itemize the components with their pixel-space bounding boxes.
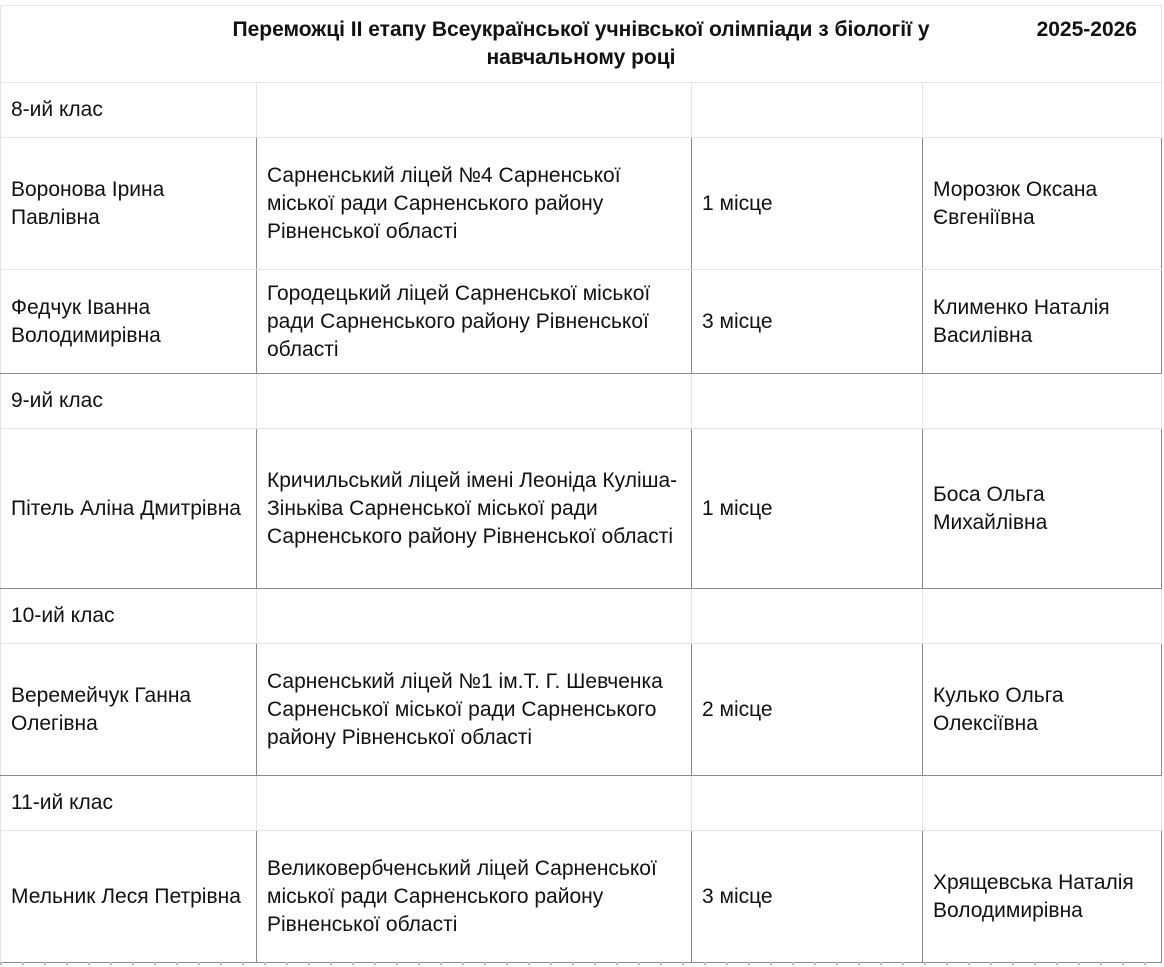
empty-cell[interactable] xyxy=(923,589,1162,644)
class-header-row xyxy=(1,776,1162,831)
title-row xyxy=(1,6,1162,83)
document-title: Переможці ІІ етапу Всеукраїнської учнівської олімпіади з біології у навчальному році xyxy=(232,18,930,69)
page-break-indicator xyxy=(0,962,1164,965)
table-row xyxy=(1,270,1162,374)
student-name-cell[interactable]: Веремейчук Ганна Олегівна xyxy=(1,644,257,776)
class-label-cell[interactable]: 11-ий клас xyxy=(1,776,257,831)
empty-cell[interactable] xyxy=(257,589,692,644)
academic-year: 2025-2026 xyxy=(1036,18,1137,41)
empty-cell[interactable] xyxy=(692,589,923,644)
empty-cell[interactable] xyxy=(923,374,1162,429)
student-name-cell[interactable]: Мельник Леся Петрівна xyxy=(1,831,257,963)
place-cell[interactable]: 1 місце xyxy=(692,429,923,589)
table-row xyxy=(1,429,1162,589)
place-cell[interactable]: 1 місце xyxy=(692,138,923,270)
place-cell[interactable]: 3 місце xyxy=(692,831,923,963)
class-label-cell[interactable]: 10-ий клас xyxy=(1,589,257,644)
place-cell[interactable]: 3 місце xyxy=(692,270,923,374)
teacher-cell[interactable]: Кулько Ольга Олексіївна xyxy=(923,644,1162,776)
school-cell[interactable]: Великовербченський ліцей Сарненської міської ради Сарненського району Рівненської області xyxy=(257,831,692,963)
school-cell[interactable]: Городецький ліцей Сарненської міської ради Сарненського району Рівненської області xyxy=(257,270,692,374)
teacher-cell[interactable]: Боса Ольга Михайлівна xyxy=(923,429,1162,589)
school-cell[interactable]: Сарненський ліцей №4 Сарненської міської ради Сарненського району Рівненської області xyxy=(257,138,692,270)
empty-cell[interactable] xyxy=(257,374,692,429)
class-header-row xyxy=(1,589,1162,644)
teacher-cell[interactable]: Морозюк Оксана Євгеніївна xyxy=(923,138,1162,270)
class-label-cell[interactable]: 9-ий клас xyxy=(1,374,257,429)
empty-cell[interactable] xyxy=(692,776,923,831)
empty-cell[interactable] xyxy=(692,374,923,429)
winners-table xyxy=(0,5,1162,963)
class-label-cell[interactable]: 8-ий клас xyxy=(1,83,257,138)
title-cell[interactable] xyxy=(1,6,1162,83)
table-row xyxy=(1,831,1162,963)
student-name-cell[interactable]: Федчук Іванна Володимирівна xyxy=(1,270,257,374)
empty-cell[interactable] xyxy=(692,83,923,138)
school-cell[interactable]: Кричильський ліцей імені Леоніда Куліша-Зіньківа Сарненської міської ради Сарненського району Рівненської області xyxy=(257,429,692,589)
class-header-row xyxy=(1,83,1162,138)
teacher-cell[interactable]: Хрящевська Наталія Володимирівна xyxy=(923,831,1162,963)
table-row xyxy=(1,644,1162,776)
class-header-row xyxy=(1,374,1162,429)
empty-cell[interactable] xyxy=(257,83,692,138)
school-cell[interactable]: Сарненський ліцей №1 ім.Т. Г. Шевченка Сарненської міської ради Сарненського району Рівненської області xyxy=(257,644,692,776)
place-cell[interactable]: 2 місце xyxy=(692,644,923,776)
empty-cell[interactable] xyxy=(257,776,692,831)
student-name-cell[interactable]: Воронова Ірина Павлівна xyxy=(1,138,257,270)
empty-cell[interactable] xyxy=(923,776,1162,831)
teacher-cell[interactable]: Клименко Наталія Василівна xyxy=(923,270,1162,374)
empty-cell[interactable] xyxy=(923,83,1162,138)
table-row xyxy=(1,138,1162,270)
student-name-cell[interactable]: Пітель Аліна Дмитрівна xyxy=(1,429,257,589)
